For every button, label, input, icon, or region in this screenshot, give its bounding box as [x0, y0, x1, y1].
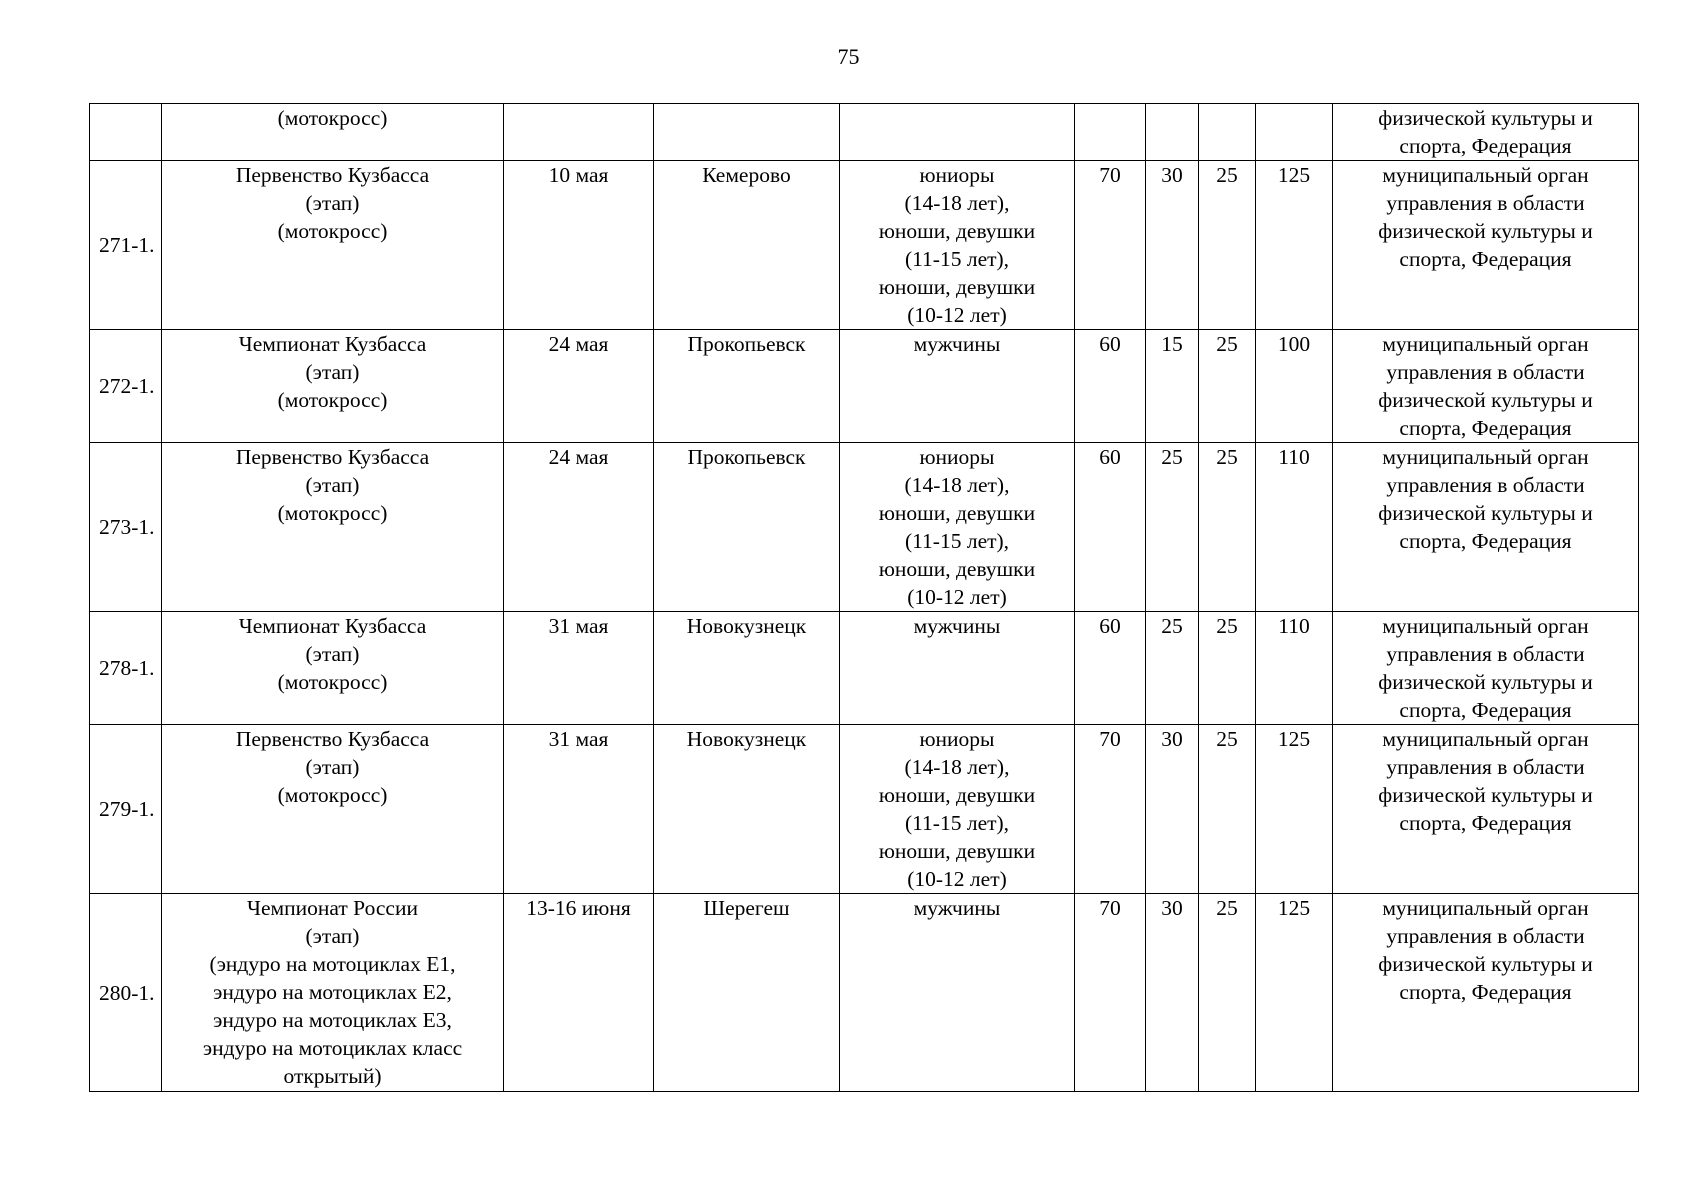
event-name-cell-line: Первенство Кузбасса — [235, 163, 430, 187]
event-name-cell — [162, 612, 504, 725]
category-cell-line: юноши, девушки — [878, 501, 1036, 525]
event-name-cell-line: (этап) — [305, 755, 360, 779]
event-name-cell-line: (этап) — [305, 924, 360, 948]
organizer-cell-line: физической культуры и — [1378, 952, 1593, 976]
count-cell-1: 60 — [1075, 330, 1146, 443]
total-cell: 125 — [1256, 161, 1333, 330]
count-cell-1: 60 — [1075, 612, 1146, 725]
date-cell: 10 мая — [504, 161, 654, 330]
organizer-cell — [1333, 104, 1639, 161]
event-name-cell-line: эндуро на мотоциклах Е2, — [213, 980, 452, 1004]
table-row — [90, 443, 1639, 612]
organizer-cell-line: муниципальный орган — [1382, 163, 1589, 187]
date-cell: 24 мая — [504, 330, 654, 443]
category-cell-line: юноши, девушки — [878, 557, 1036, 581]
event-name-cell-line: Чемпионат Кузбасса — [238, 614, 427, 638]
organizer-cell — [1333, 725, 1639, 894]
event-name-cell — [162, 443, 504, 612]
place-cell: Новокузнецк — [654, 612, 840, 725]
organizer-cell-line: спорта, Федерация — [1399, 980, 1572, 1004]
event-name-cell-line: (этап) — [305, 642, 360, 666]
count-cell-3: 25 — [1199, 443, 1256, 612]
organizer-cell — [1333, 612, 1639, 725]
place-cell: Шерегеш — [654, 894, 840, 1092]
date-cell: 13-16 июня — [504, 894, 654, 1092]
organizer-cell-line: управления в области — [1386, 473, 1585, 497]
row-number-cell: 271-1. — [90, 161, 162, 330]
event-name-cell-line: (эндуро на мотоциклах Е1, — [209, 952, 456, 976]
organizer-cell-line: спорта, Федерация — [1399, 134, 1572, 158]
table-row — [90, 894, 1639, 1092]
organizer-cell-line: муниципальный орган — [1382, 727, 1589, 751]
count-cell-3: 25 — [1199, 894, 1256, 1092]
category-cell-line: (10-12 лет) — [907, 303, 1007, 327]
category-cell — [840, 104, 1075, 161]
row-number-cell: 273-1. — [90, 443, 162, 612]
event-name-cell — [162, 894, 504, 1092]
organizer-cell — [1333, 894, 1639, 1092]
event-name-cell-line: Чемпионат России — [247, 896, 418, 920]
category-cell-line: мужчины — [913, 614, 1001, 638]
place-cell: Новокузнецк — [654, 725, 840, 894]
place-cell: Кемерово — [654, 161, 840, 330]
event-name-cell-line: (этап) — [305, 473, 360, 497]
count-cell-3: 25 — [1199, 612, 1256, 725]
count-cell-2: 25 — [1146, 443, 1199, 612]
count-cell-2 — [1146, 104, 1199, 161]
category-cell-line: (11-15 лет), — [904, 811, 1010, 835]
organizer-cell-line: муниципальный орган — [1382, 332, 1589, 356]
count-cell-1: 70 — [1075, 894, 1146, 1092]
count-cell-2: 30 — [1146, 725, 1199, 894]
row-number-cell: 280-1. — [90, 894, 162, 1092]
category-cell-line: (14-18 лет), — [904, 191, 1010, 215]
events-table-body — [90, 104, 1639, 1092]
category-cell-line: юноши, девушки — [878, 275, 1036, 299]
organizer-cell-line: спорта, Федерация — [1399, 529, 1572, 553]
category-cell-line: юноши, девушки — [878, 783, 1036, 807]
count-cell-3: 25 — [1199, 161, 1256, 330]
organizer-cell-line: управления в области — [1386, 924, 1585, 948]
count-cell-1: 60 — [1075, 443, 1146, 612]
organizer-cell-line: спорта, Федерация — [1399, 698, 1572, 722]
events-table — [89, 103, 1639, 1092]
count-cell-2: 25 — [1146, 612, 1199, 725]
category-cell-line: мужчины — [913, 332, 1001, 356]
count-cell-2: 15 — [1146, 330, 1199, 443]
date-cell — [504, 104, 654, 161]
row-number-cell: 272-1. — [90, 330, 162, 443]
count-cell-1: 70 — [1075, 161, 1146, 330]
event-name-cell-line: (этап) — [305, 360, 360, 384]
event-name-cell-line: (мотокросс) — [277, 783, 388, 807]
organizer-cell-line: физической культуры и — [1378, 106, 1593, 130]
organizer-cell-line: муниципальный орган — [1382, 614, 1589, 638]
category-cell-line: юниоры — [919, 727, 995, 751]
category-cell-line: юноши, девушки — [878, 839, 1036, 863]
table-row — [90, 612, 1639, 725]
category-cell-line: (11-15 лет), — [904, 247, 1010, 271]
organizer-cell-line: физической культуры и — [1378, 219, 1593, 243]
organizer-cell — [1333, 330, 1639, 443]
place-cell: Прокопьевск — [654, 330, 840, 443]
count-cell-3: 25 — [1199, 725, 1256, 894]
event-name-cell-line: Первенство Кузбасса — [235, 727, 430, 751]
category-cell — [840, 612, 1075, 725]
total-cell: 125 — [1256, 725, 1333, 894]
category-cell-line: (10-12 лет) — [907, 867, 1007, 891]
table-row — [90, 161, 1639, 330]
total-cell: 100 — [1256, 330, 1333, 443]
organizer-cell-line: муниципальный орган — [1382, 896, 1589, 920]
category-cell — [840, 894, 1075, 1092]
category-cell-line: юноши, девушки — [878, 219, 1036, 243]
page-number: 75 — [837, 44, 860, 69]
category-cell-line: юниоры — [919, 445, 995, 469]
category-cell — [840, 330, 1075, 443]
event-name-cell-line: Чемпионат Кузбасса — [238, 332, 427, 356]
organizer-cell-line: управления в области — [1386, 191, 1585, 215]
count-cell-2: 30 — [1146, 894, 1199, 1092]
total-cell — [1256, 104, 1333, 161]
event-name-cell — [162, 330, 504, 443]
organizer-cell-line: физической культуры и — [1378, 388, 1593, 412]
table-row — [90, 725, 1639, 894]
event-name-cell-line: (мотокросс) — [277, 501, 388, 525]
count-cell-2: 30 — [1146, 161, 1199, 330]
organizer-cell-line: физической культуры и — [1378, 670, 1593, 694]
place-cell: Прокопьевск — [654, 443, 840, 612]
organizer-cell-line: управления в области — [1386, 360, 1585, 384]
category-cell-line: (11-15 лет), — [904, 529, 1010, 553]
event-name-cell-line: эндуро на мотоциклах Е3, — [213, 1008, 452, 1032]
organizer-cell-line: муниципальный орган — [1382, 445, 1589, 469]
organizer-cell-line: физической культуры и — [1378, 501, 1593, 525]
organizer-cell — [1333, 161, 1639, 330]
count-cell-3: 25 — [1199, 330, 1256, 443]
category-cell-line: мужчины — [913, 896, 1001, 920]
count-cell-3 — [1199, 104, 1256, 161]
category-cell — [840, 443, 1075, 612]
event-name-cell — [162, 161, 504, 330]
row-number-cell: 279-1. — [90, 725, 162, 894]
date-cell: 24 мая — [504, 443, 654, 612]
table-row — [90, 104, 1639, 161]
event-name-cell-line: (этап) — [305, 191, 360, 215]
event-name-cell-line: Первенство Кузбасса — [235, 445, 430, 469]
total-cell: 110 — [1256, 443, 1333, 612]
event-name-cell-line: (мотокросс) — [277, 670, 388, 694]
event-name-cell — [162, 104, 504, 161]
date-cell: 31 мая — [504, 725, 654, 894]
event-name-cell-line: эндуро на мотоциклах класс — [202, 1036, 463, 1060]
row-number-cell: 278-1. — [90, 612, 162, 725]
organizer-cell — [1333, 443, 1639, 612]
row-number-cell — [90, 104, 162, 161]
date-cell: 31 мая — [504, 612, 654, 725]
count-cell-1: 70 — [1075, 725, 1146, 894]
organizer-cell-line: физической культуры и — [1378, 783, 1593, 807]
organizer-cell-line: спорта, Федерация — [1399, 811, 1572, 835]
category-cell-line: (14-18 лет), — [904, 755, 1010, 779]
organizer-cell-line: спорта, Федерация — [1399, 247, 1572, 271]
event-name-cell-line: (мотокросс) — [277, 388, 388, 412]
category-cell-line: (10-12 лет) — [907, 585, 1007, 609]
event-name-cell-line: открытый) — [283, 1064, 382, 1088]
event-name-cell — [162, 725, 504, 894]
organizer-cell-line: управления в области — [1386, 755, 1585, 779]
event-name-cell-line: (мотокросс) — [277, 106, 388, 130]
place-cell — [654, 104, 840, 161]
category-cell — [840, 725, 1075, 894]
category-cell-line: (14-18 лет), — [904, 473, 1010, 497]
total-cell: 125 — [1256, 894, 1333, 1092]
total-cell: 110 — [1256, 612, 1333, 725]
category-cell-line: юниоры — [919, 163, 995, 187]
organizer-cell-line: управления в области — [1386, 642, 1585, 666]
category-cell — [840, 161, 1075, 330]
organizer-cell-line: спорта, Федерация — [1399, 416, 1572, 440]
table-row — [90, 330, 1639, 443]
event-name-cell-line: (мотокросс) — [277, 219, 388, 243]
count-cell-1 — [1075, 104, 1146, 161]
